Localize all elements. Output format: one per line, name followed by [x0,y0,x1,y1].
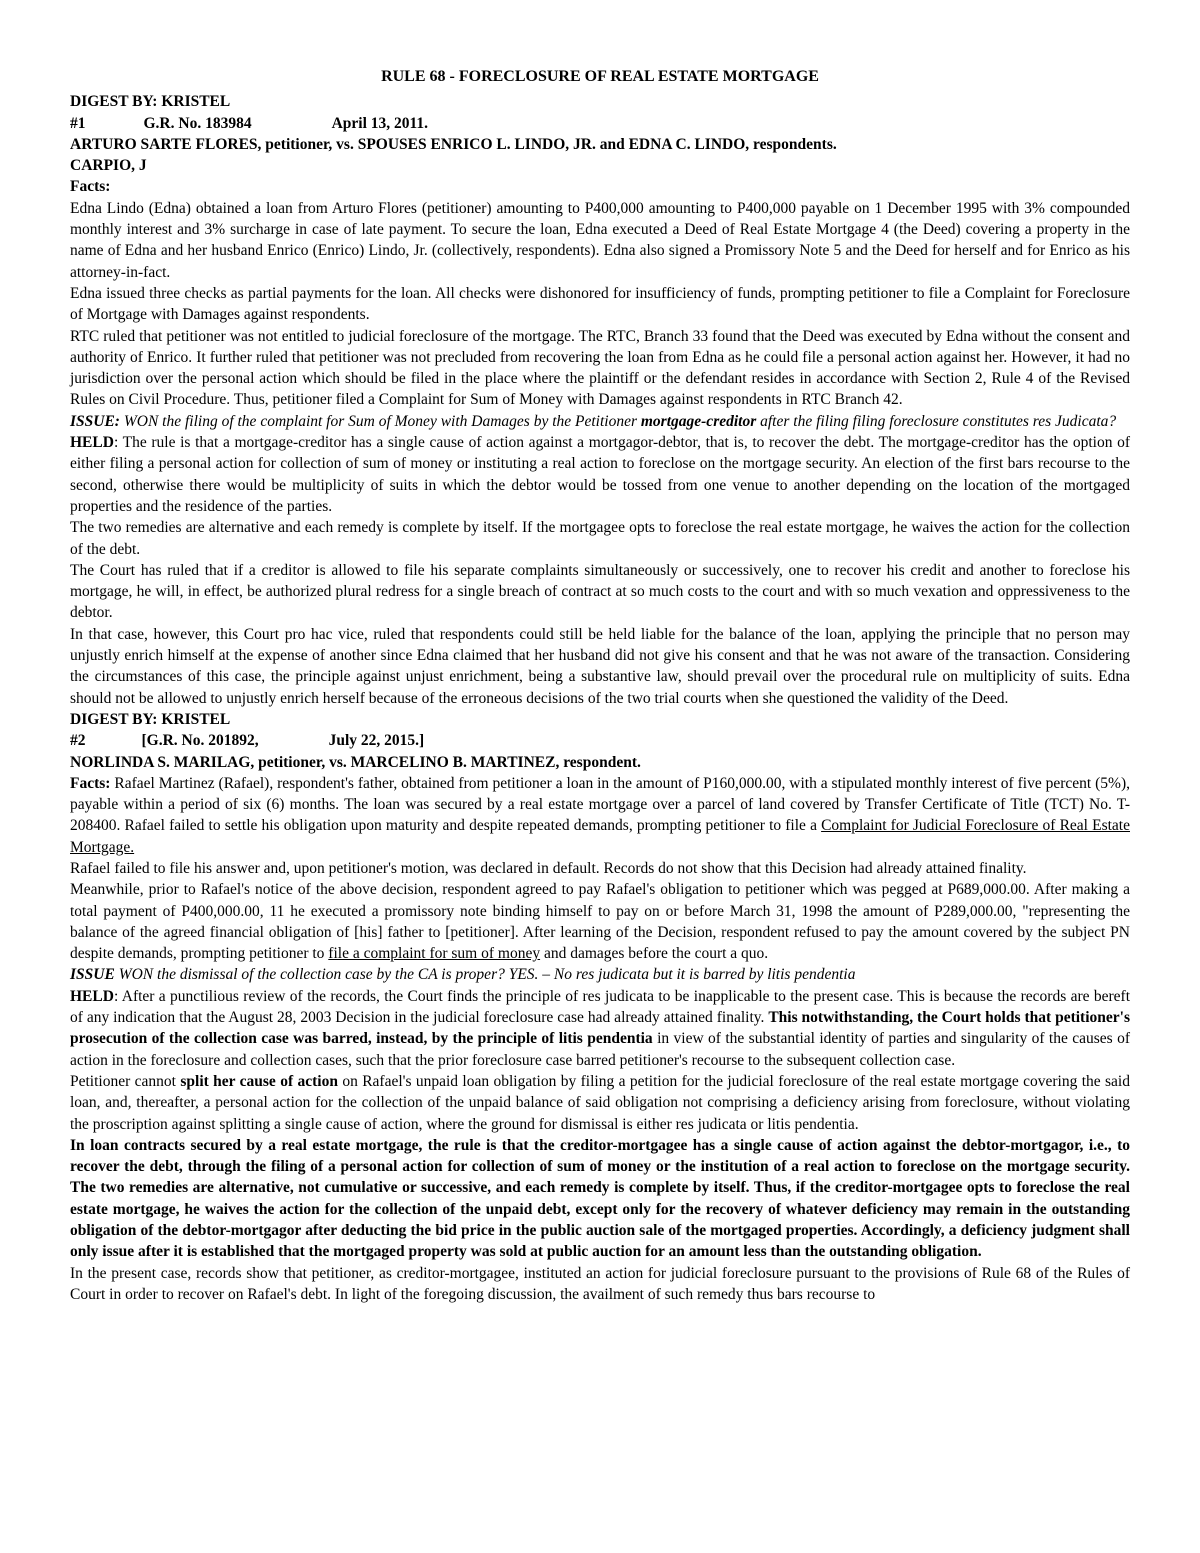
case-date: July 22, 2015.] [328,732,425,750]
held-paragraph: HELD: The rule is that a mortgage-creditor has a single cause of action against a mortgagor-debtor, that is, to recover the debt. The mortgage-creditor has the option of either filing a personal action for collection of sum of money or instituting a real action to foreclose on the mortgage security. An election of the first bars recourse to the second, otherwise there would be multiplicity of suits in which the debtor would be tossed from one venue to another depending on the location of the mortgaged properties and the residence of the parties. [70,434,1130,515]
case-date: April 13, 2011. [331,114,429,132]
facts-paragraph: Edna issued three checks as partial payments for the loan. All checks were dishonored for insufficiency of funds, prompting petitioner to file a Complaint for Foreclosure of Mortgage with Damages against respondents. [70,284,1130,324]
held-paragraph: The Court has ruled that if a creditor is allowed to file his separate complaints simultaneously or successively, one to recover his credit and another to foreclose his mortgage, he will, in effect, be authorized plural redress for a single breach of contract at so much costs to the court and with so much vexation and oppressiveness to the debtor. [70,561,1130,622]
facts-paragraph: Rafael failed to file his answer and, upon petitioner's motion, was declared in default. Records do not show that this Decision had already attained finality. [70,859,1027,877]
case-digest-2 [70,709,1130,1305]
gr-number: [G.R. No. 201892, [141,732,259,750]
ponente: CARPIO, J [70,157,147,175]
issue-paragraph: ISSUE WON the dismissal of the collection case by the CA is proper? YES. – No res judicata but it is barred by litis pendentia [70,966,856,984]
case-header [70,730,1130,751]
issue-label: ISSUE [70,966,115,984]
case-digest-1 [70,91,1130,709]
issue-label: ISSUE: [70,412,120,430]
held-paragraph: HELD: After a punctilious review of the records, the Court finds the principle of res judicata to be inapplicable to the present case. This is because the records are bereft of any indication that the August 28, 2003 Decision in the judicial foreclosure case had already attained finality. This notwithstanding, the Court holds that petitioner's prosecution of the collection case was barred, instead, by the principle of litis pendentia in view of the substantial identity of parties and singularity of the causes of action in the foreclosure and collection cases, such that the prior foreclosure case barred petitioner's recourse to the subsequent collection case. [70,987,1130,1069]
facts-paragraph: Meanwhile, prior to Rafael's notice of the above decision, respondent agreed to pay Rafael's obligation to petitioner which was pegged at P689,000.00. After making a total payment of P400,000.00, 11 he executed a promissory note binding himself to pay on or before March 31, 1998 the amount of P289,000.00, "representing the balance of the agreed financial obligation of [his] father to [petitioner]. After learning of the Decision, respondent refused to pay the amount covered by the subject PN despite demands, prompting petitioner to file a complaint for sum of money and damages before the court a quo. [70,881,1130,963]
held-paragraph: Petitioner cannot split her cause of action on Rafael's unpaid loan obligation by filing a petition for the judicial foreclosure of the real estate mortgage covering the said loan, and, thereafter, a personal action for the collection of the unpaid balance of said obligation not comprising a deficiency arising from foreclosure, without violating the proscription against splitting a single cause of action, where the ground for dismissal is either res judicata or litis pendentia. [70,1072,1130,1133]
digest-by: DIGEST BY: KRISTEL [70,93,231,111]
held-paragraph: In loan contracts secured by a real estate mortgage, the rule is that the creditor-mortgagee has a single cause of action against the debtor-mortgagor, i.e., to recover the debt, through the filing of a personal action for collection of sum of money or the institution of a real action to foreclose on the mortgage security. The two remedies are alternative, not cumulative or successive, and each remedy is complete by itself. Thus, if the creditor-mortgagee opts to foreclose the real estate mortgage, he waives the action for the collection of the unpaid debt, except only for the recovery of whatever deficiency may remain in the outstanding obligation of the debtor-mortgagor after deducting the bid price in the public auction sale of the mortgaged properties. Accordingly, a deficiency judgment shall only issue after it is established that the mortgaged property was sold at public auction for an amount less than the outstanding obligation. [70,1136,1130,1261]
held-paragraph: In the present case, records show that petitioner, as creditor-mortgagee, instituted an action for judicial foreclosure pursuant to the provisions of Rule 68 of the Rules of Court in order to recover on Rafael's debt. In light of the foregoing discussion, the availment of such remedy thus bars recourse to [70,1264,1130,1303]
case-parties: ARTURO SARTE FLORES, petitioner, vs. SPOUSES ENRICO L. LINDO, JR. and EDNA C. LINDO, respondents. [70,135,837,153]
facts-label: Facts: [70,178,111,196]
document-title: RULE 68 - FORECLOSURE OF REAL ESTATE MORTGAGE [381,68,819,85]
facts-paragraph: Edna Lindo (Edna) obtained a loan from Arturo Flores (petitioner) amounting to P400,000 amounting to P400,000 payable on 1 December 1995 with 3% compounded monthly interest and 3% surcharge in case of late payment. To secure the loan, Edna executed a Deed of Real Estate Mortgage 4 (the Deed) covering a property in the name of Edna and her husband Enrico (Enrico) Lindo, Jr. (collectively, respondents). Edna also signed a Promissory Note 5 and the Deed for herself and for Enrico as his attorney-in-fact. [70,199,1130,281]
gr-number: G.R. No. 183984 [143,114,252,132]
digest-by: DIGEST BY: KRISTEL [70,710,231,728]
facts-paragraph: RTC ruled that petitioner was not entitled to judicial foreclosure of the mortgage. The RTC, Branch 33 found that the Deed was executed by Edna without the consent and authority of Enrico. It further ruled that petitioner was not precluded from recovering the loan from Edna as he could file a personal action against her. However, it had no jurisdiction over the personal action which should be filed in the place where the plaintiff or the defendant resides in accordance with Section 2, Rule 4 of the Revised Rules on Civil Procedure. Thus, petitioner filed a Complaint for Sum of Money with Damages against respondents in RTC Branch 42. [70,327,1130,409]
held-label: HELD [70,987,114,1005]
document-page [70,66,1130,1305]
held-label: HELD [70,434,114,452]
issue-paragraph: ISSUE: WON the filing of the complaint for Sum of Money with Damages by the Petitioner mortgage-creditor after the filing filing foreclosure constitutes res Judicata? [70,412,1117,430]
case-number: #2 [70,732,86,750]
case-number: #1 [70,114,86,132]
facts-label: Facts: [70,774,111,792]
held-paragraph: In that case, however, this Court pro hac vice, ruled that respondents could still be held liable for the balance of the loan, applying the principle that no person may unjustly enrich himself at the expense of another since Edna claimed that her husband did not give his consent and that he was not aware of the transaction. Considering the circumstances of this case, the principle against unjust enrichment, being a substantive law, should prevail over the procedural rule on multiplicity of suits. Edna should not be allowed to unjustly enrich herself because of the erroneous decisions of the two trial courts when she questioned the validity of the Deed. [70,625,1130,707]
held-paragraph: The two remedies are alternative and each remedy is complete by itself. If the mortgagee opts to foreclose the real estate mortgage, he waives the action for the collection of the debt. [70,519,1130,558]
facts-paragraph: Facts: Rafael Martinez (Rafael), respondent's father, obtained from petitioner a loan in the amount of P160,000.00, with a stipulated monthly interest of five percent (5%), payable within a period of six (6) months. The loan was secured by a real estate mortgage over a parcel of land covered by Transfer Certificate of Title (TCT) No. T-208400. Rafael failed to settle his obligation upon maturity and despite repeated demands, prompting petitioner to file a Complaint for Judicial Foreclosure of Real Estate Mortgage. [70,774,1130,856]
case-parties: NORLINDA S. MARILAG, petitioner, vs. MARCELINO B. MARTINEZ, respondent. [70,753,641,771]
case-header [70,113,1130,134]
